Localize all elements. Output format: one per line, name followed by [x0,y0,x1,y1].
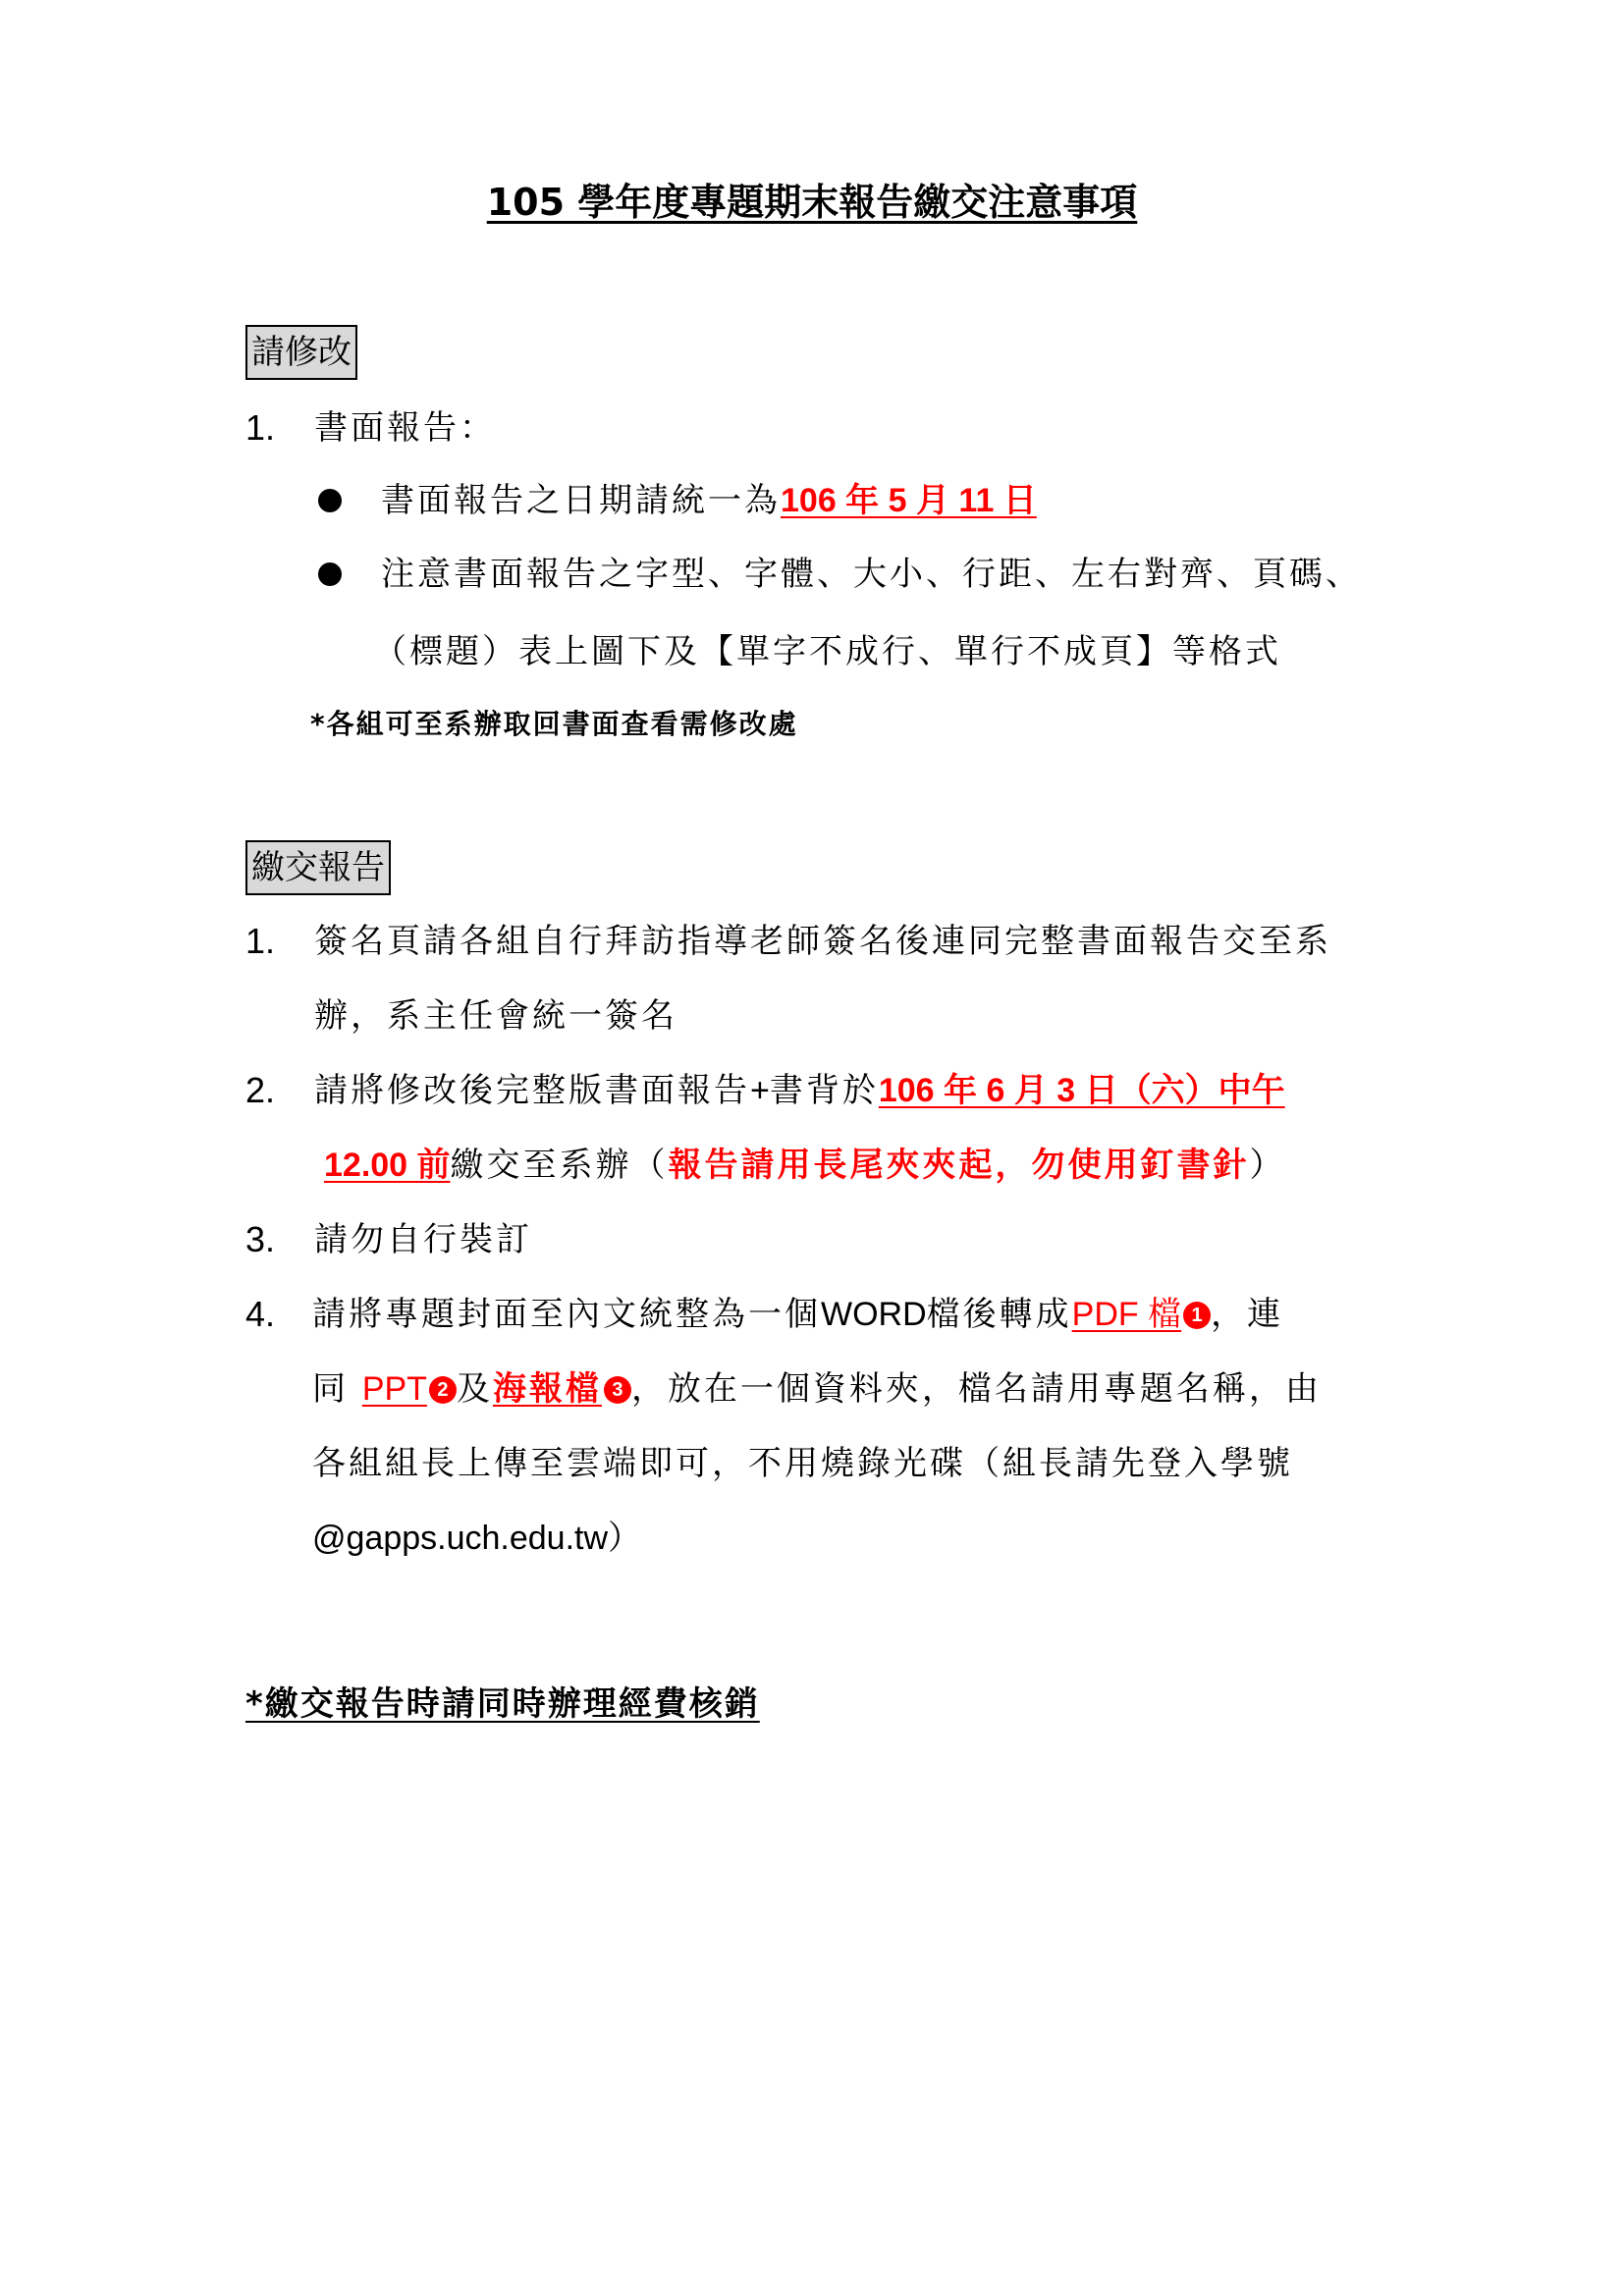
circled-number-2-icon: 2 [429,1376,457,1404]
submit-item-3-number: 3. [245,1219,276,1259]
revise-item-1-number: 1. [245,407,276,448]
deadline-part-2: 12.00 前 [324,1147,451,1184]
submit-item-4-line-1: 請將專題封面至內文統整為一個WORD檔後轉成PDF 檔 1 ，連 [312,1295,1284,1334]
poster-file-label: 海報檔 [492,1369,602,1409]
revise-item-1-text: 書面報告： [314,408,496,448]
footer-note: *繳交報告時請同時辦理經費核銷 [245,1684,760,1724]
deadline-part-1: 106 年 6 月 3 日（六）中午 [878,1072,1285,1109]
submit-item-1-number: 1. [245,921,276,961]
submit-item-3-text: 請勿自行裝訂 [314,1220,532,1259]
pdf-file-label: PDF 檔 [1071,1296,1182,1333]
revise-bullet-1: 書面報告之日期請統一為106 年 5 月 11 日 [381,481,1037,520]
submit-item-4-line-3: 各組組長上傳至雲端即可，不用燒錄光碟（組長請先登入學號 [312,1444,1293,1483]
bullet-icon [318,562,342,586]
revise-note: *各組可至系辦取回書面查看需修改處 [310,708,798,740]
submit-item-2-line-2: 12.00 前繳交至系辦（報告請用長尾夾夾起，勿使用釘書針） [324,1146,1286,1185]
submit-item-1-line-1: 簽名頁請各組自行拜訪指導老師簽名後連同完整書面報告交至系 [314,922,1331,961]
submit-item-4-line-2: 同 PPT 2 及海報檔 3 ，放在一個資料夾，檔名請用專題名稱，由 [312,1369,1322,1409]
section-label-submit: 繳交報告 [245,840,391,895]
circled-number-3-icon: 3 [604,1376,631,1404]
submit-item-2-number: 2. [245,1070,276,1110]
ppt-file-label: PPT [361,1370,427,1408]
document-title: 105 學年度專題期末報告繳交注意事項 [486,181,1138,224]
binding-warning: 報告請用長尾夾夾起，勿使用釘書針 [668,1146,1250,1185]
submit-item-2-line-1: 請將修改後完整版書面報告+書背於106 年 6 月 3 日（六）中午 [314,1071,1285,1110]
report-date: 106 年 5 月 11 日 [781,482,1037,519]
submit-item-4-line-4: @gapps.uch.edu.tw） [312,1520,642,1557]
circled-number-1-icon: 1 [1183,1302,1211,1329]
revise-bullet-2-line-1: 注意書面報告之字型、字體、大小、行距、左右對齊、頁碼、 [381,555,1362,594]
section-label-revise: 請修改 [245,325,357,380]
revise-bullet-2-line-2: （標題）表上圖下及【單字不成行、單行不成頁】等格式 [373,632,1281,671]
submit-item-4-number: 4. [245,1294,276,1334]
submit-item-1-line-2: 辦，系主任會統一簽名 [314,996,677,1036]
bullet-icon [318,489,342,512]
